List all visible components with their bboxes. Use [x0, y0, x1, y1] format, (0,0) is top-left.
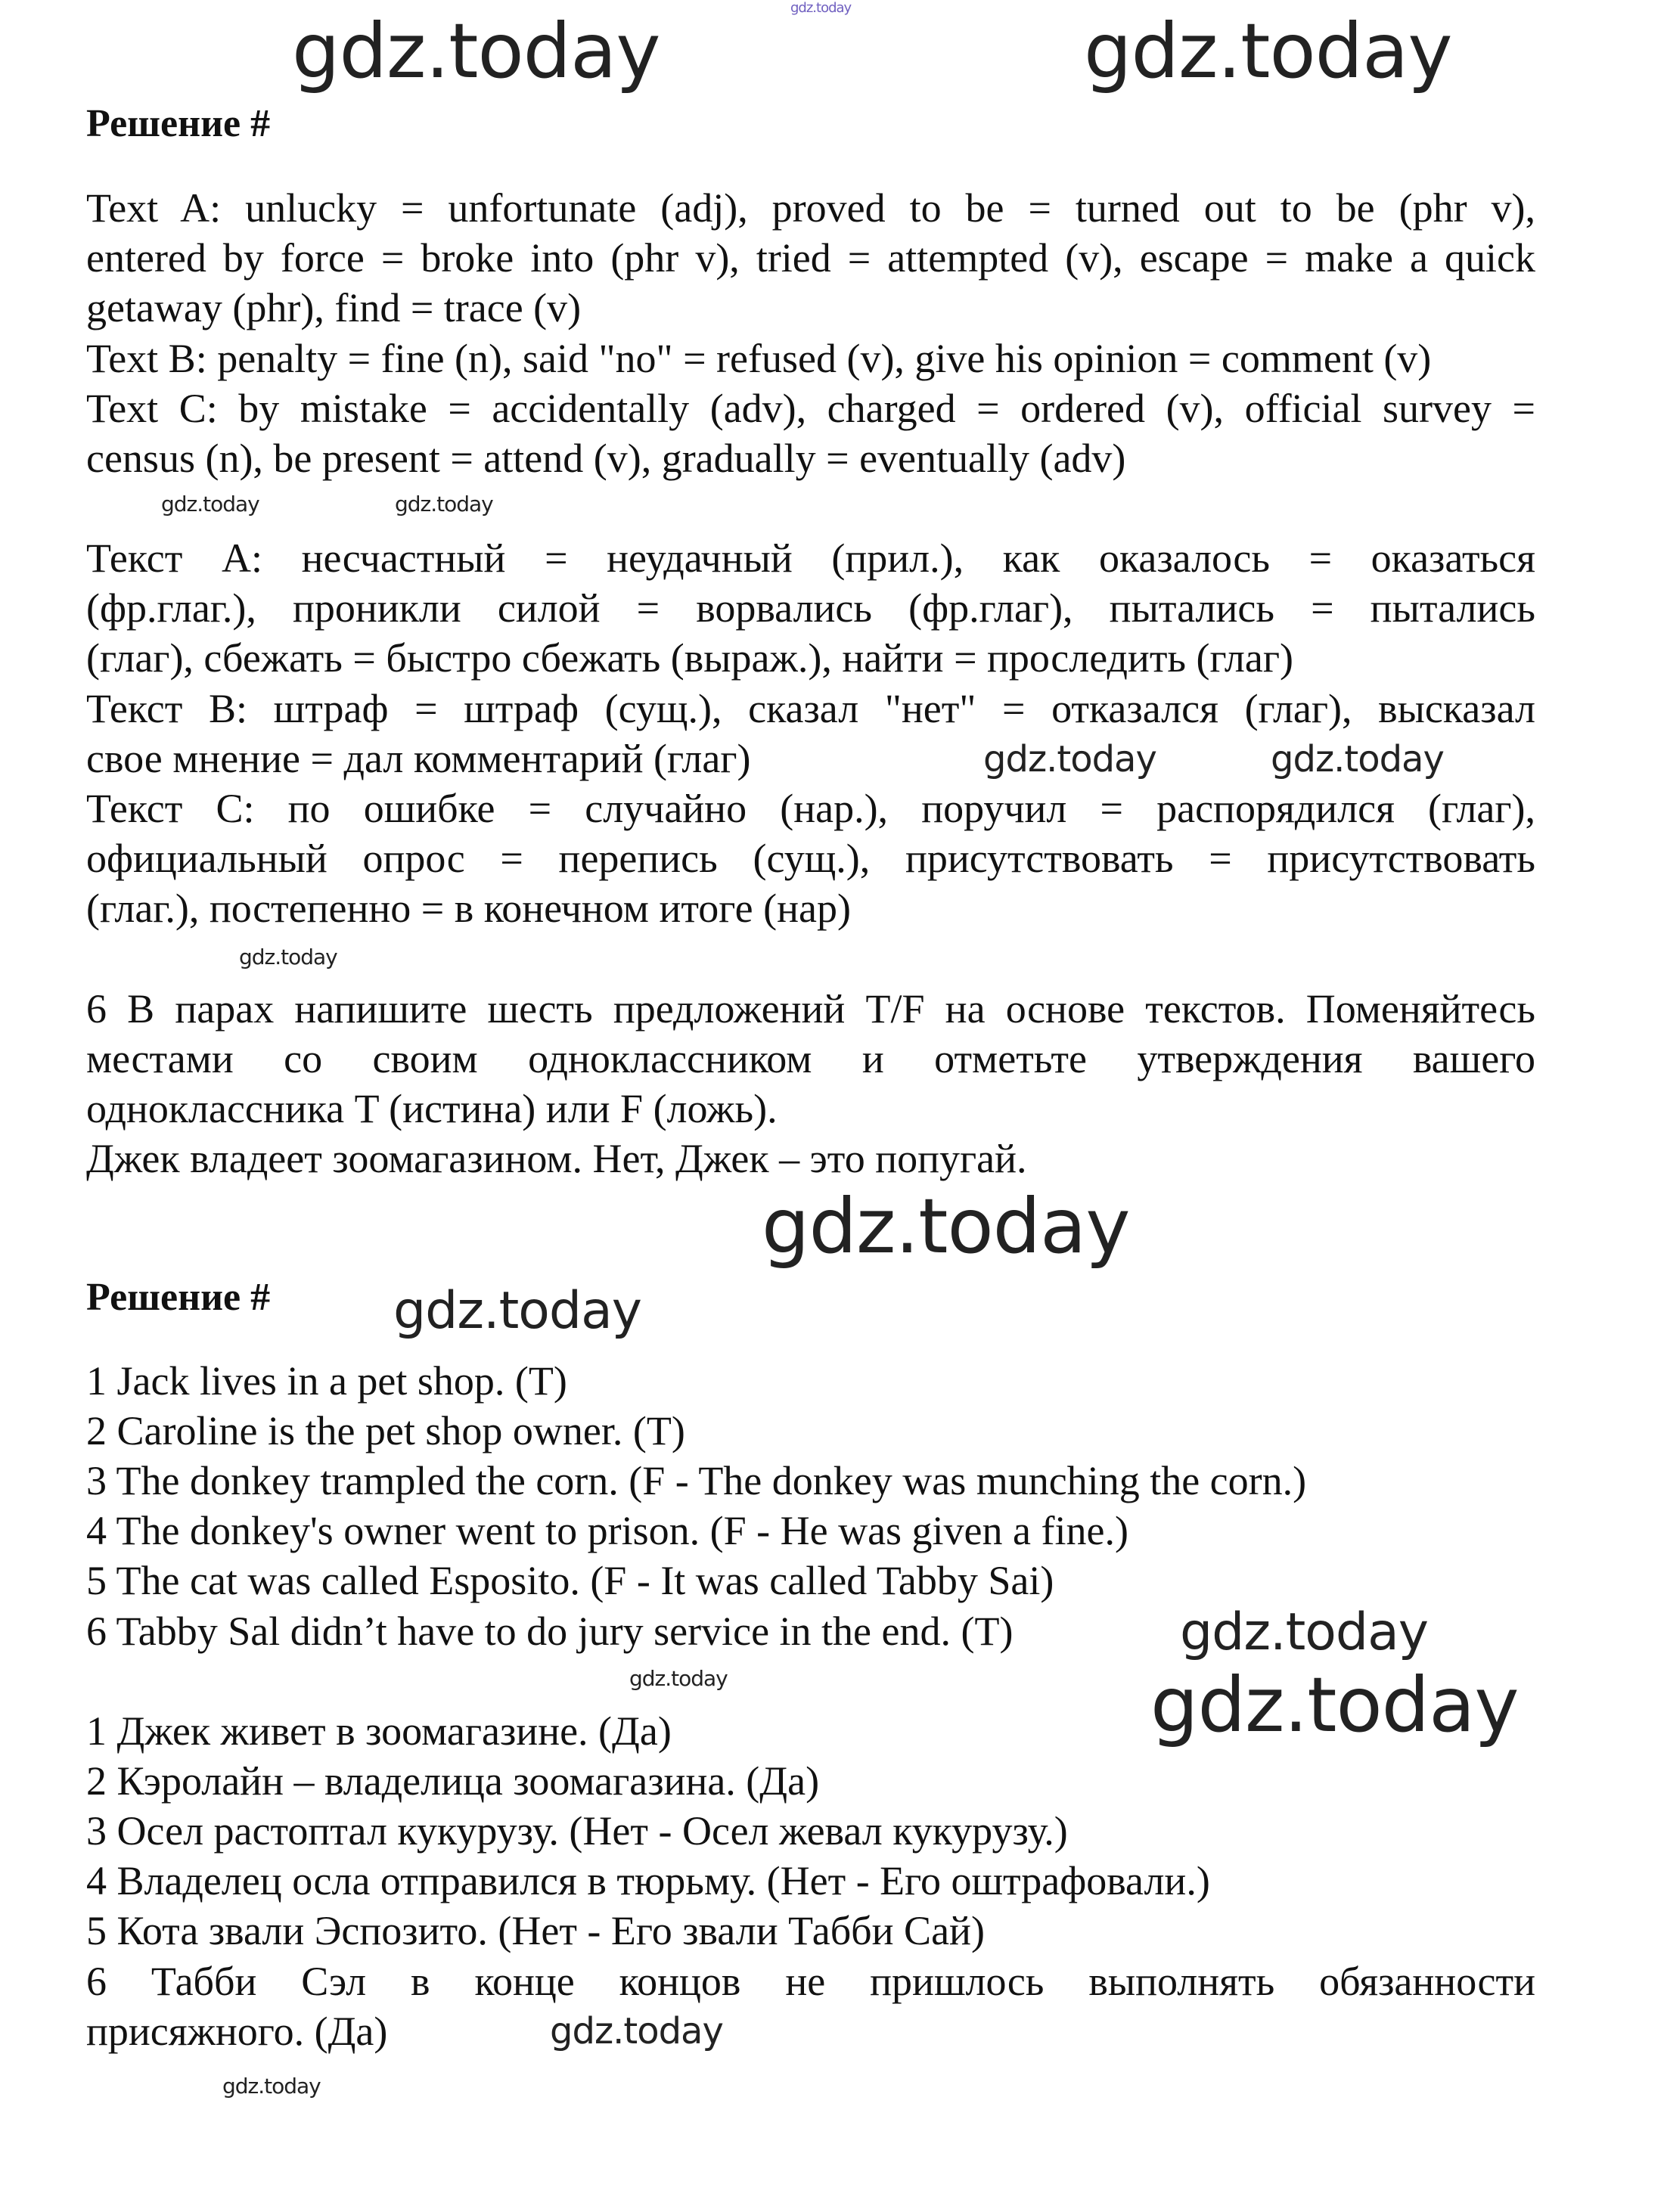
- answer-en-5: [86, 1556, 1535, 1605]
- text-line: Text C: by mistake = accidentally (adv), charged = ordered (v), official survey =: [86, 386, 1535, 431]
- solution-heading-1: Решение #: [86, 102, 271, 145]
- text-line: 6 Табби Сэл в конце концов не пришлось выполнять обязанности: [86, 1959, 1535, 2004]
- text-line: (глаг.), постепенно = в конечном итоге (нар): [86, 886, 851, 931]
- watermark: gdz.today: [1150, 1661, 1519, 1749]
- watermark: gdz.today: [762, 1182, 1130, 1270]
- text-line: 5 The cat was called Esposito. (F - It was called Tabby Sai): [86, 1558, 1054, 1603]
- answer-ru-4: [86, 1856, 1535, 1906]
- text-line: 2 Caroline is the pet shop owner. (T): [86, 1408, 685, 1453]
- paragraph-text-b-en: [86, 334, 1535, 383]
- paragraph-text-a-ru: [86, 533, 1535, 683]
- text-line: 6 Tabby Sal didn’t have to do jury service in the end. (T): [86, 1609, 1014, 1654]
- task-6-example: [86, 1134, 1535, 1184]
- text-line: Текст C: по ошибке = случайно (нар.), поручил = распорядился (глаг),: [86, 786, 1535, 831]
- text-line: 4 The donkey's owner went to prison. (F - He was given a fine.): [86, 1508, 1128, 1553]
- answer-ru-6: [86, 1956, 1535, 2056]
- text-line: 1 Jack lives in a pet shop. (T): [86, 1358, 567, 1404]
- text-line: Джек владеет зоомагазином. Нет, Джек – это попугай.: [86, 1136, 1027, 1181]
- text-line: присяжного. (Да): [86, 2009, 388, 2054]
- answer-ru-2: [86, 1756, 1535, 1806]
- text-line: getaway (phr), find = trace (v): [86, 285, 582, 330]
- text-line: местами со своим одноклассником и отметьте утверждения вашего: [86, 1036, 1535, 1081]
- text-line: свое мнение = дал комментарий (глаг): [86, 736, 751, 781]
- watermark: gdz.today: [550, 2010, 723, 2052]
- paragraph-text-c-ru: [86, 783, 1535, 933]
- answer-en-2: [86, 1406, 1535, 1456]
- watermark: gdz.today: [1084, 7, 1452, 95]
- solution-heading-2: Решение #: [86, 1276, 271, 1319]
- watermark: gdz.today: [629, 1666, 728, 1691]
- watermark: gdz.today: [222, 2074, 321, 2099]
- answer-en-3: [86, 1456, 1535, 1506]
- answer-ru-5: [86, 1906, 1535, 1956]
- text-line: Текст A: несчастный = неудачный (прил.), как оказалось = оказаться: [86, 535, 1535, 581]
- text-line: 1 Джек живет в зоомагазине. (Да): [86, 1708, 672, 1754]
- text-line: 4 Владелец осла отправился в тюрьму. (Нет - Его оштрафовали.): [86, 1858, 1210, 1903]
- text-line: 2 Кэролайн – владелица зоомагазина. (Да): [86, 1758, 820, 1804]
- watermark: gdz.today: [292, 7, 660, 95]
- paragraph-text-a-en: [86, 183, 1535, 333]
- text-line: официальный опрос = перепись (сущ.), присутствовать = присутствовать: [86, 836, 1535, 881]
- text-line: 5 Кота звали Эспозито. (Нет - Его звали Табби Сай): [86, 1908, 985, 1953]
- answer-en-1: [86, 1356, 1535, 1406]
- task-6-instruction: [86, 984, 1535, 1134]
- watermark-top: gdz.today: [790, 0, 852, 16]
- watermark: gdz.today: [161, 492, 259, 517]
- watermark: gdz.today: [239, 945, 337, 969]
- text-line: entered by force = broke into (phr v), tried = attempted (v), escape = make a quick: [86, 235, 1535, 281]
- watermark: gdz.today: [395, 492, 493, 517]
- answer-en-4: [86, 1506, 1535, 1556]
- watermark: gdz.today: [1271, 738, 1444, 780]
- watermark: gdz.today: [983, 738, 1156, 780]
- text-line: Текст B: штраф = штраф (сущ.), сказал "нет" = отказался (глаг), высказал: [86, 686, 1535, 731]
- text-line: (глаг), сбежать = быстро сбежать (выраж.), найти = проследить (глаг): [86, 635, 1293, 681]
- answer-ru-3: [86, 1806, 1535, 1856]
- text-line: 6 В парах напишите шесть предложений T/F на основе текстов. Поменяйтесь: [86, 986, 1535, 1032]
- text-line: Text B: penalty = fine (n), said "no" = refused (v), give his opinion = comment (v): [86, 336, 1432, 381]
- paragraph-text-c-en: [86, 383, 1535, 483]
- text-line: одноклассника T (истина) или F (ложь).: [86, 1086, 778, 1131]
- watermark: gdz.today: [1180, 1602, 1428, 1662]
- text-line: 3 Осел растоптал кукурузу. (Нет - Осел жевал кукурузу.): [86, 1808, 1068, 1854]
- watermark: gdz.today: [393, 1281, 641, 1341]
- text-line: (фр.глаг.), проникли силой = ворвались (фр.глаг), пытались = пытались: [86, 585, 1535, 631]
- text-line: Text A: unlucky = unfortunate (adj), proved to be = turned out to be (phr v),: [86, 185, 1535, 231]
- text-line: census (n), be present = attend (v), gradually = eventually (adv): [86, 436, 1126, 481]
- text-line: 3 The donkey trampled the corn. (F - The donkey was munching the corn.): [86, 1458, 1307, 1503]
